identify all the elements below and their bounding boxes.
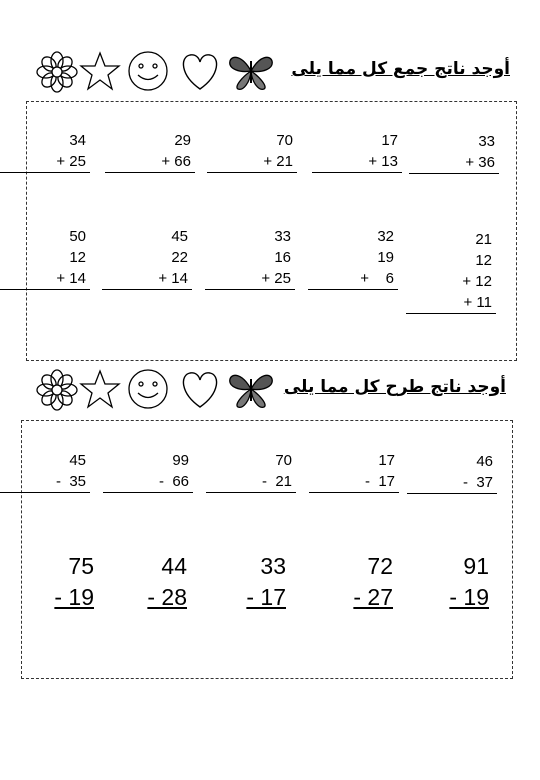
operand: 46 <box>476 453 493 470</box>
smiley-icon <box>129 370 167 408</box>
operand-with-operator: + 36 <box>409 152 499 174</box>
operand-with-operator: - 19 <box>449 584 489 610</box>
butterfly-icon <box>230 57 272 89</box>
operand: 12 <box>69 249 86 266</box>
operand: 99 <box>172 452 189 469</box>
operand-with-operator: - 66 <box>103 471 193 493</box>
operand: 29 <box>174 132 191 149</box>
heart-icon <box>183 55 216 89</box>
addition-problem <box>207 130 297 173</box>
operand-with-operator: - 27 <box>353 584 393 610</box>
operand: 44 <box>161 553 187 579</box>
operand: 72 <box>367 553 393 579</box>
operand: 33 <box>260 553 286 579</box>
addition-problem <box>0 226 90 290</box>
operand-with-operator: + 6 <box>308 268 398 290</box>
operand: 70 <box>276 132 293 149</box>
addition-header <box>30 47 510 97</box>
operand-with-operator: + 14 <box>102 268 192 290</box>
flower-icon <box>37 370 77 410</box>
operand-with-operator: + 12 <box>462 273 492 290</box>
operand: 45 <box>171 228 188 245</box>
subtraction-title: أوجد ناتج طرح كل مما يلى <box>283 377 506 397</box>
operand-with-operator: - 35 <box>0 471 90 493</box>
subtraction-problem <box>200 551 290 613</box>
operand: 21 <box>475 231 492 248</box>
subtraction-problem <box>8 551 98 613</box>
smiley-icon <box>129 52 167 90</box>
operand: 32 <box>377 228 394 245</box>
operand: 17 <box>381 132 398 149</box>
addition-problem <box>308 226 398 290</box>
subtraction-header <box>30 365 510 415</box>
star-icon <box>81 53 119 89</box>
addition-problem <box>409 131 499 174</box>
butterfly-icon <box>230 375 272 407</box>
operand: 34 <box>69 132 86 149</box>
operand: 50 <box>69 228 86 245</box>
addition-title: أوجد ناتج جمع كل مما يلى <box>291 59 510 79</box>
operand-with-operator: - 17 <box>309 471 399 493</box>
operand: 70 <box>275 452 292 469</box>
addition-problem <box>102 226 192 290</box>
operand-with-operator: - 28 <box>147 584 187 610</box>
operand-with-operator: + 13 <box>312 151 402 173</box>
operand-with-operator: - 37 <box>407 472 497 494</box>
addition-problem <box>312 130 402 173</box>
operand: 91 <box>463 553 489 579</box>
operand-with-operator: + 25 <box>205 268 295 290</box>
subtraction-problem <box>0 450 90 493</box>
operand-with-operator: + 11 <box>406 292 496 314</box>
heart-icon <box>183 373 216 407</box>
addition-problem <box>105 130 195 173</box>
operand-with-operator: - 17 <box>246 584 286 610</box>
flower-icon <box>37 52 77 92</box>
addition-problem <box>205 226 295 290</box>
addition-problem <box>406 229 496 314</box>
operand: 33 <box>274 228 291 245</box>
operand: 16 <box>274 249 291 266</box>
operand-with-operator: + 21 <box>207 151 297 173</box>
operand: 45 <box>69 452 86 469</box>
decoration-icons <box>30 365 275 415</box>
subtraction-problem <box>307 551 397 613</box>
operand: 12 <box>475 252 492 269</box>
subtraction-problem <box>309 450 399 493</box>
operand-with-operator: + 25 <box>0 151 90 173</box>
subtraction-problem <box>101 551 191 613</box>
subtraction-problem <box>206 450 296 493</box>
subtraction-problem <box>403 551 493 613</box>
operand: 75 <box>68 553 94 579</box>
addition-problem <box>0 130 90 173</box>
operand-with-operator: - 19 <box>54 584 94 610</box>
decoration-icons <box>30 47 275 97</box>
subtraction-problem <box>103 450 193 493</box>
star-icon <box>81 371 119 407</box>
operand: 17 <box>378 452 395 469</box>
operand: 22 <box>171 249 188 266</box>
operand-with-operator: - 21 <box>206 471 296 493</box>
operand-with-operator: + 66 <box>105 151 195 173</box>
operand: 19 <box>377 249 394 266</box>
subtraction-problem <box>407 451 497 494</box>
operand-with-operator: + 14 <box>0 268 90 290</box>
operand: 33 <box>478 133 495 150</box>
